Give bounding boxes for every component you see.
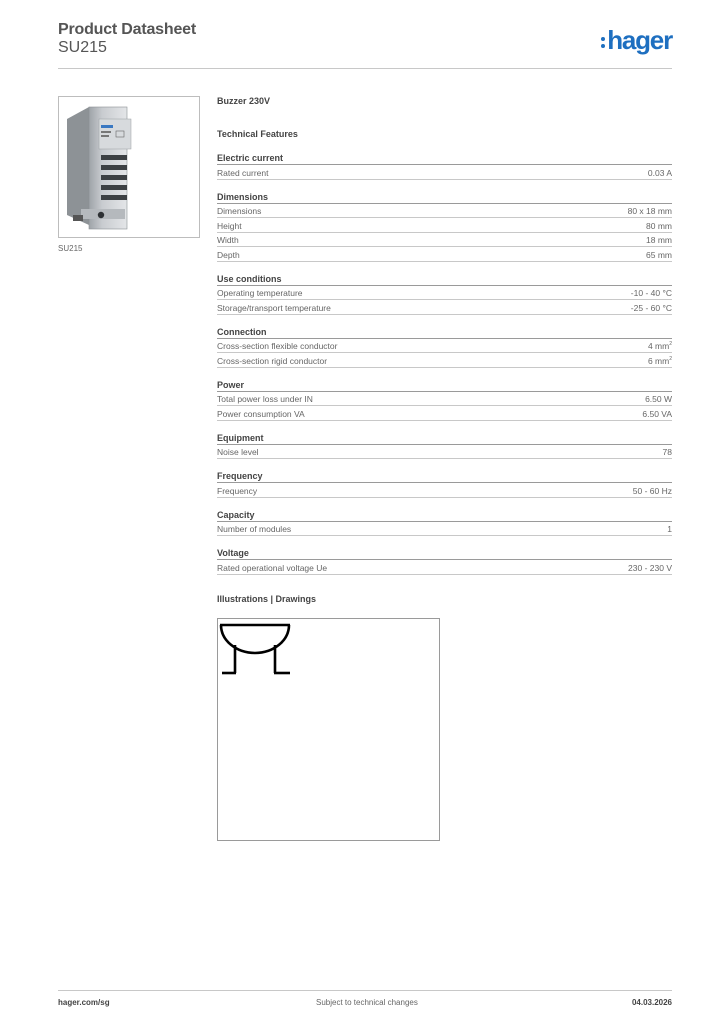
spec-value-text: 80 x 18 mm: [627, 206, 672, 216]
illustrations-heading: Illustrations | Drawings: [217, 593, 317, 604]
spec-row: [217, 204, 672, 219]
spec-row: [217, 247, 672, 262]
spec-value-text: 0.03 A: [647, 167, 672, 178]
spec-row: [217, 392, 672, 407]
spec-label: Operating temperature: [217, 288, 303, 298]
feature-group: [217, 153, 672, 180]
spec-value: [645, 394, 672, 404]
drawing-frame: [217, 618, 440, 841]
spec-label: Depth: [217, 249, 240, 260]
feature-groups: [217, 153, 672, 575]
group-heading: Electric current: [217, 153, 672, 165]
footer-notice: Subject to technical changes: [316, 998, 418, 1007]
buzzer-symbol-icon: [218, 619, 308, 689]
spec-value-text: 6.50 W: [645, 394, 672, 404]
spec-value-text: 18 mm: [646, 235, 672, 245]
feature-group: [217, 274, 672, 315]
feature-group: [217, 471, 672, 498]
product-name: Buzzer 230V: [217, 96, 271, 106]
photo-caption: SU215: [58, 244, 83, 253]
spec-value: [648, 341, 672, 351]
group-heading: Voltage: [217, 548, 672, 560]
spec-value: [631, 303, 672, 313]
feature-group: [217, 548, 672, 575]
spec-label: Power consumption VA: [217, 408, 305, 419]
spec-row: [217, 165, 672, 180]
spec-label: Width: [217, 235, 239, 245]
feature-group: [217, 510, 672, 537]
spec-label: Rated current: [217, 167, 269, 178]
spec-row: [217, 353, 672, 368]
spec-row: [217, 218, 672, 233]
logo-dots-icon: [601, 37, 605, 48]
spec-value: [667, 524, 672, 534]
feature-group: [217, 327, 672, 368]
spec-value-text: 78: [662, 447, 672, 457]
spec-row: [217, 560, 672, 575]
spec-row: [217, 286, 672, 301]
spec-value-text: 50 - 60 Hz: [632, 485, 672, 496]
specifications: [217, 96, 672, 604]
spec-label: Rated operational voltage Ue: [217, 562, 328, 573]
footer-website[interactable]: hager.com/sg: [58, 998, 110, 1007]
spec-value-text: -10 - 40 °C: [630, 288, 672, 298]
header-divider: [58, 68, 672, 69]
unit-superscript: 2: [669, 355, 672, 362]
logo-text: hager: [607, 25, 672, 55]
technical-features-heading: Technical Features: [217, 129, 298, 139]
group-heading: Capacity: [217, 510, 672, 522]
spec-row: [217, 233, 672, 248]
unit-superscript: 2: [669, 341, 672, 348]
group-heading: Use conditions: [217, 274, 672, 286]
spec-value: [628, 206, 672, 216]
spec-value: [642, 409, 672, 419]
spec-row: [217, 483, 672, 498]
spec-value: [646, 221, 672, 231]
footer-date: 04.03.2026: [631, 998, 672, 1007]
buzzer-module-icon: [59, 97, 199, 237]
group-heading: Dimensions: [217, 192, 672, 204]
hager-logo: [601, 27, 672, 53]
spec-row: [217, 445, 672, 460]
spec-row: [217, 406, 672, 421]
spec-label: Cross-section rigid conductor: [217, 355, 328, 366]
feature-group: [217, 433, 672, 460]
spec-label: Dimensions: [217, 206, 262, 216]
group-heading: Frequency: [217, 471, 672, 483]
spec-value-text: 4 mm: [647, 341, 670, 351]
document-title: Product Datasheet: [58, 21, 196, 38]
product-photo: [58, 96, 200, 238]
spec-value: [663, 447, 672, 457]
spec-value-text: 80 mm: [646, 220, 672, 231]
footer-divider: [58, 990, 672, 991]
spec-value: [648, 356, 672, 366]
feature-group: [217, 380, 672, 421]
group-heading: Equipment: [217, 433, 672, 445]
spec-label: Noise level: [217, 447, 259, 457]
spec-label: Frequency: [217, 485, 258, 496]
spec-value: [648, 168, 672, 178]
spec-value-text: 230 - 230 V: [628, 562, 672, 573]
spec-value-text: 6 mm: [647, 355, 670, 366]
spec-label: Cross-section flexible conductor: [217, 341, 338, 351]
spec-value: [646, 250, 672, 260]
group-heading: Power: [217, 380, 672, 392]
spec-label: Number of modules: [217, 524, 292, 534]
spec-label: Height: [217, 220, 242, 231]
spec-value: [633, 486, 672, 496]
spec-value-text: 1: [667, 524, 672, 534]
feature-group: [217, 192, 672, 262]
spec-value-text: 6.50 VA: [642, 408, 672, 419]
spec-row: [217, 300, 672, 315]
spec-value: [628, 563, 672, 573]
group-heading: Connection: [217, 327, 672, 339]
spec-label: Total power loss under IN: [217, 394, 313, 404]
product-reference: SU215: [58, 39, 107, 56]
spec-value: [631, 288, 672, 298]
spec-value-text: 65 mm: [646, 249, 672, 260]
spec-row: [217, 339, 672, 354]
spec-value-text: -25 - 60 °C: [630, 302, 672, 313]
spec-value: [646, 235, 672, 245]
spec-row: [217, 522, 672, 537]
spec-label: Storage/transport temperature: [217, 302, 331, 313]
